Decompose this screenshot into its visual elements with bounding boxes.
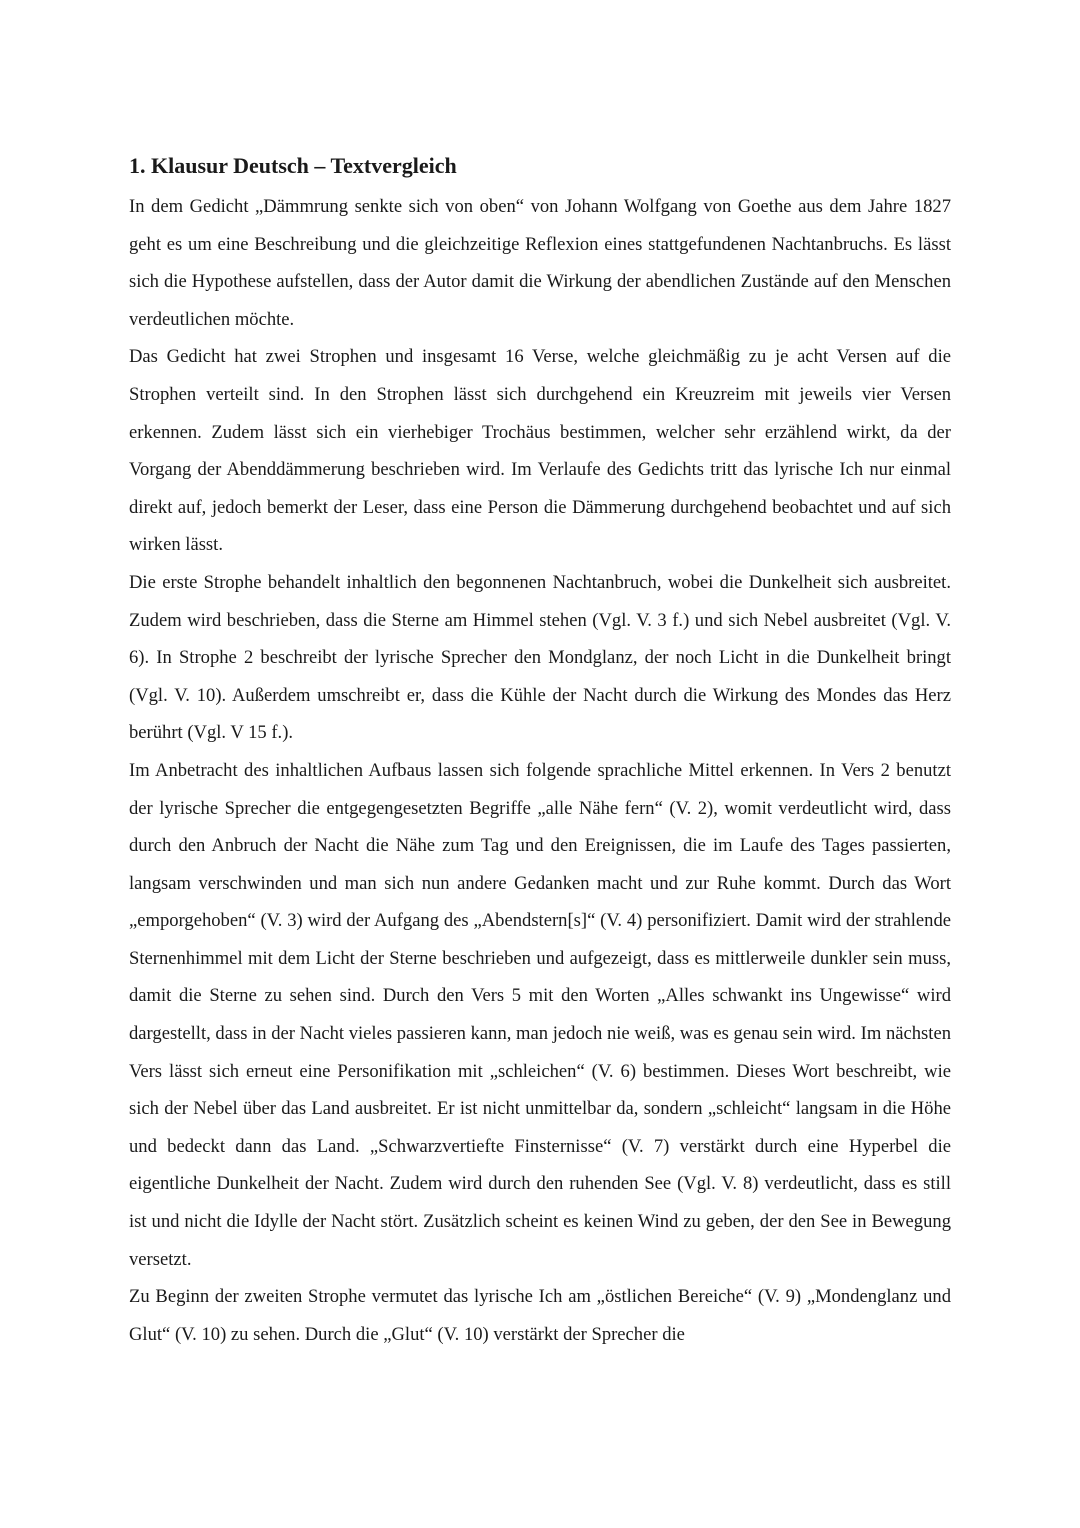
paragraph-form-analysis: Das Gedicht hat zwei Strophen und insgesamt 16 Verse, welche gleichmäßig zu je acht Versen auf die Strophen verteilt sind. In den Strophen lässt sich durchgehend ein Kreuzreim mit jeweils vier Versen erkennen. Zudem lässt sich ein vierhebiger Trochäus bestimmen, welcher sehr erzählend wirkt, da der Vorgang der Abenddämmerung beschrieben wird. Im Verlaufe des Gedichts tritt das lyrische Ich nur einmal direkt auf, jedoch bemerkt der Leser, dass eine Person die Dämmerung durchgehend beobachtet und auf sich wirken lässt. [129,346,951,556]
document-title: 1. Klausur Deutsch – Textvergleich [129,153,457,178]
paragraph-second-stanza: Zu Beginn der zweiten Strophe vermutet das lyrische Ich am „östlichen Bereiche“ (V. 9) „Mondenglanz und Glut“ (V. 10) zu sehen. Durch die „Glut“ (V. 10) verstärkt der Sprecher die [129,1286,951,1345]
paragraph-content-summary: Die erste Strophe behandelt inhaltlich den begonnenen Nachtanbruch, wobei die Dunkelheit sich ausbreitet. Zudem wird beschrieben, dass die Sterne am Himmel stehen (Vgl. V. 3 f.) und sich Nebel ausbreitet (Vgl. V. 6). In Strophe 2 beschreibt der lyrische Sprecher den Mondglanz, der noch Licht in die Dunkelheit bringt (Vgl. V. 10). Außerdem umschreibt er, dass die Kühle der Nacht durch die Wirkung des Mondes das Herz berührt (Vgl. V 15 f.). [129,571,951,744]
document-page [129,150,951,1353]
paragraph-language-analysis: Im Anbetracht des inhaltlichen Aufbaus lassen sich folgende sprachliche Mittel erkennen. In Vers 2 benutzt der lyrische Sprecher die entgegengesetzten Begriffe „alle Nähe fern“ (V. 2), womit verdeutlicht wird, dass durch den Anbruch der Nacht die Nähe zum Tag und den Ereignissen, die im Laufe des Tages passierten, langsam verschwinden und man sich nun andere Gedanken macht und zur Ruhe kommt. Durch das Wort „emporgehoben“ (V. 3) wird der Aufgang des „Abendstern[s]“ (V. 4) personifiziert. Damit wird der strahlende Sternenhimmel mit dem Licht der Sterne beschrieben und aufgezeigt, dass es mittlerweile dunkler sein muss, damit die Sterne zu sehen sind. Durch den Vers 5 mit den Worten „Alles schwankt ins Ungewisse“ wird dargestellt, dass in der Nacht vieles passieren kann, man jedoch nie weiß, was es genau sein wird. Im nächsten Vers lässt sich erneut eine Personifikation mit „schleichen“ (V. 6) bestimmen. Dieses Wort beschreibt, wie sich der Nebel über das Land ausbreitet. Er ist nicht unmittelbar da, sondern „schleicht“ langsam in die Höhe und bedeckt dann das Land. „Schwarzvertiefte Finsternisse“ (V. 7) verstärkt durch eine Hyperbel die eigentliche Dunkelheit der Nacht. Zudem wird durch den ruhenden See (Vgl. V. 8) verdeutlicht, dass es still ist und nicht die Idylle der Nacht stört. Zusätzlich scheint es keinen Wind zu geben, der den See in Bewegung versetzt. [129,759,951,1270]
paragraph-introduction: In dem Gedicht „Dämmrung senkte sich von oben“ von Johann Wolfgang von Goethe aus dem Jahre 1827 geht es um eine Beschreibung und die gleichzeitige Reflexion eines stattgefundenen Nachtanbruchs. Es lässt sich die Hypothese aufstellen, dass der Autor damit die Wirkung der abendlichen Zustände auf den Menschen verdeutlichen möchte. [129,196,951,330]
